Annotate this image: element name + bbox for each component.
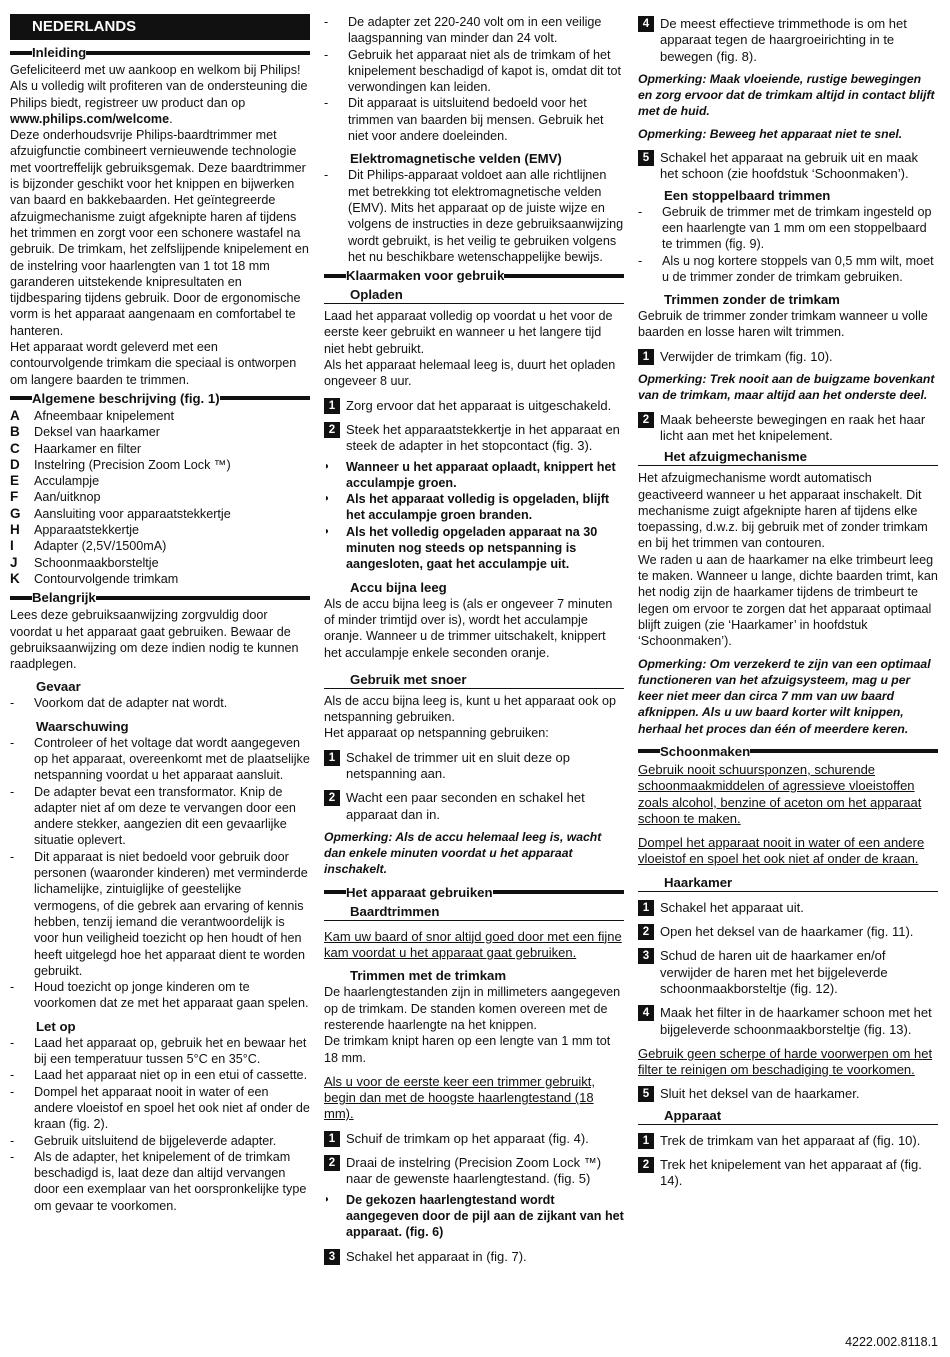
philips-url[interactable]: www.philips.com/welcome <box>10 111 170 126</box>
section-header-belangrijk: Belangrijk <box>10 589 310 606</box>
opladen-paragraph: Laad het apparaat volledig op voordat u het voor de eerste keer gebruikt en wanneer u het langere tijd niet hebt gebruikt. <box>324 309 613 356</box>
subheader-haarkamer: Haarkamer <box>638 874 938 892</box>
note-text: Opmerking: Als de accu helemaal leeg is, wacht dan enkele minuten voordat u het apparaat inschakelt. <box>324 829 602 877</box>
subheader-gebruik-met-snoer: Gebruik met snoer <box>324 671 624 689</box>
warning-underlined: Kam uw baard of snor altijd goed door met een fijne kam voordat u het apparaat gaat gebruiken. <box>324 928 622 961</box>
list-item: I Adapter (2,5V/1500mA) <box>10 538 167 554</box>
warning-underlined: Gebruik nooit schuursponzen, schurende schoonmaakmiddelen of agressieve vloeistoffen zoals alcohol, benzine of aceton om het apparaat schoon te maken. <box>638 761 922 826</box>
list-item: J Schoonmaakborsteltje <box>10 554 159 570</box>
intro-paragraph: Gefeliciteerd met uw aankoop en welkom bij Philips! Als u volledig wilt profiteren van de ondersteuning die Philips biedt, registreer uw product dan op www.philips.com/welcome. <box>10 63 308 126</box>
step-item: 3 Schud de haren uit de haarkamer en/of verwijder de haren met het bijgeleverde schoonmaakborsteltje (fig. 12). <box>638 948 938 997</box>
warning-underlined: Dompel het apparaat nooit in water of een andere vloeistof en spoel het ook niet af onder de kraan. <box>638 835 925 867</box>
list-item: F Aan/uitknop <box>10 489 101 505</box>
afzuig-paragraph-2: We raden u aan de haarkamer na elke trimbeurt leeg te maken. Wanneer u lange, dichte baarden trimt, kan het nodig zijn de haarkamer tijdens de trimbeurt te legen om ervoor te zorgen dat het apparaat optimaal blijft zuigen (zie ‘Haarkamer’ in hoofdstuk ‘Schoonmaken’). <box>638 552 938 649</box>
warning-underlined: Als u voor de eerste keer een trimmer gebruikt, begin dan met de hoogste haarlengtestand (18 mm). <box>324 1073 595 1122</box>
step-item: 2 Trek het knipelement van het apparaat af (fig. 14). <box>638 1157 938 1190</box>
step-item: 2 Steek het apparaatstekkertje in het apparaat en steek de adapter in het stopcontact (fig. 3). <box>324 422 624 455</box>
subheader-trimmen-met-trimkam: Trimmen met de trimkam <box>350 968 507 984</box>
subheader-opladen: Opladen <box>324 286 624 304</box>
step-item: 2 Maak beheerste bewegingen en raak het haar licht aan met het knipelement. <box>638 412 938 445</box>
section-header-klaarmaken: Klaarmaken voor gebruik <box>324 267 624 284</box>
subheader-emv: Elektromagnetische velden (EMV) <box>350 151 562 167</box>
intro-paragraph-3: Het apparaat wordt geleverd met een contourvolgende trimkam die speciaal is ontworpen om langere baarden te trimmen. <box>10 340 297 387</box>
snoer-paragraph: Als de accu bijna leeg is, kunt u het apparaat ook op netspanning gebruiken. <box>324 693 616 725</box>
step-item: 1 Schakel de trimmer uit en sluit deze op netspanning aan. <box>324 750 624 783</box>
note-text: Opmerking: Maak vloeiende, rustige bewegingen en zorg ervoor dat de trimkam altijd in contact blijft met de huid. <box>638 71 935 119</box>
list-item: - De adapter zet 220-240 volt om in een veilige laagspanning van minder dan 24 volt. <box>324 15 602 46</box>
list-item: - Laad het apparaat niet op in een etui of cassette. <box>10 1068 308 1083</box>
intro-paragraph-2: Deze onderhoudsvrije Philips-baardtrimmer met afzuigfunctie combineert vernieuwende technologie met voortreffelijk gebruiksgemak. Deze baardtrimmer is bijzonder geschikt voor het knippen en bijwerken van baard en bakkebaarden. Het geïntegreerde afzuigmechanisme zuigt afgeknipte haren af tijdens het trimmen en zorgt voor een schonere wastafel na gebruik. De trimkam, het zelfslijpende knipelement en de instelring voor haarlengten van 1 tot 18 mm garanderen uitstekende knipresultaten en tijdbesparing tijdens gebruik. Door de ergonomische vorm is het apparaat aangenaam en comfortabel te hanteren. <box>10 128 309 338</box>
note-text: Opmerking: Trek nooit aan de buigzame bovenkant van de trimkam, maar altijd aan het onderste deel. <box>638 372 935 403</box>
step-item: 2 Open het deksel van de haarkamer (fig. 11). <box>638 924 938 940</box>
belangrijk-paragraph: Lees deze gebruiksaanwijzing zorgvuldig door voordat u het apparaat gaat gebruiken. Bewaar de gebruiksaanwijzing om deze indien nodig te kunnen raadplegen. <box>10 608 299 672</box>
list-item: K Contourvolgende trimkam <box>10 570 179 586</box>
snoer-paragraph-2: Het apparaat op netspanning gebruiken: <box>324 726 549 741</box>
list-item: E Acculampje <box>10 473 100 489</box>
list-item: ◗ De gekozen haarlengtestand wordt aangegeven door de pijl aan de zijkant van het apparaat. (fig. 6) <box>324 1192 624 1240</box>
step-item: 2 Wacht een paar seconden en schakel het apparaat dan in. <box>324 790 624 823</box>
section-header-algemene-beschrijving: Algemene beschrijving (fig. 1) <box>10 390 310 407</box>
step-item: 2 Draai de instelring (Precision Zoom Lock ™) naar de gewenste haarlengtestand. (fig. 5) <box>324 1155 624 1188</box>
list-item: - Dompel het apparaat nooit in water of een andere vloeistof en spoel het ook niet af onder de kraan (fig. 2). <box>10 1084 310 1132</box>
step-item: 4 Maak het filter in de haarkamer schoon met het bijgeleverde schoonmaakborsteltje (fig. 13). <box>638 1005 938 1038</box>
list-item: - Gebruik het apparaat niet als de trimkam of het knipelement beschadigd of kapot is, omdat dit tot verwondingen kan leiden. <box>324 47 622 95</box>
list-item: C Haarkamer en filter <box>10 440 142 456</box>
section-header-het-apparaat-gebruiken: Het apparaat gebruiken <box>324 884 624 901</box>
list-item: - Gebruik de trimmer met de trimkam ingesteld op een haarlengte van 1 mm om een stoppelbaard te trimmen (fig. 9). <box>638 204 932 252</box>
list-item: G Aansluiting voor apparaatstekkertje <box>10 505 231 521</box>
warning-underlined: Gebruik geen scherpe of harde voorwerpen om het filter te reinigen om beschadiging te voorkomen. <box>638 1045 933 1078</box>
subheader-afzuigmechanisme: Het afzuigmechanisme <box>638 448 938 466</box>
note-text: Opmerking: Om verzekerd te zijn van een optimaal functioneren van het afzuigsysteem, mag u per keer niet meer dan circa 7 mm van uw baard afknippen. Als u uw baard korter wilt knippen, herhaal het proces dan één of meerdere keren. <box>638 656 931 736</box>
step-item: 3 Schakel het apparaat in (fig. 7). <box>324 1249 624 1265</box>
language-header: NEDERLANDS <box>10 14 310 40</box>
subheader-waarschuwing: Waarschuwing <box>36 718 129 734</box>
list-item: - Als de adapter, het knipelement of de trimkam beschadigd is, laat deze dan altijd vervangen door een exemplaar van het oorspronkelijke type om gevaar te voorkomen. <box>10 1149 307 1213</box>
step-item: 1 Verwijder de trimkam (fig. 10). <box>638 349 938 365</box>
list-item: ◗ Als het apparaat volledig is opgeladen, blijft het acculampje groen branden. <box>324 492 610 523</box>
column-3 <box>638 14 938 1194</box>
subheader-stoppelbaard: Een stoppelbaard trimmen <box>664 187 831 203</box>
step-item: 1 Schakel het apparaat uit. <box>638 900 938 916</box>
list-item: B Deksel van haarkamer <box>10 424 160 440</box>
document-code: 4222.002.8118.1 <box>845 1335 938 1349</box>
list-item: - Houd toezicht op jonge kinderen om te voorkomen dat ze met het apparaat gaan spelen. <box>10 980 309 1011</box>
step-item: 1 Schuif de trimkam op het apparaat (fig. 4). <box>324 1131 624 1147</box>
list-item: ◗ Als het volledig opgeladen apparaat na 30 minuten nog steeds op netspanning is aangesloten, gaat het acculampje uit. <box>324 524 598 572</box>
column-1 <box>10 14 310 1214</box>
list-item: - Dit Philips-apparaat voldoet aan alle richtlijnen met betrekking tot elektromagnetische velden (EMV). Mits het apparaat op de juiste wijze en volgens de instructies in deze gebruiksaanwijzing wordt gebruikt, is het veilig te gebruiken volgens het nu beschikbare wetenschappelijke bewijs. <box>324 168 624 264</box>
subheader-apparaat: Apparaat <box>638 1107 938 1125</box>
list-item: - De adapter bevat een transformator. Knip de adapter niet af om deze te vervangen door een andere stekker, aangezien dit een gevaarlijke situatie oplevert. <box>10 784 296 848</box>
trimkam-paragraph: De haarlengtestanden zijn in millimeters aangegeven op de trimkam. De standen komen overeen met de resterende haarlengte na het knippen. <box>324 985 621 1032</box>
list-item: ◗ Wanneer u het apparaat oplaadt, knippert het acculampje groen. <box>324 459 616 490</box>
note-text: Opmerking: Beweeg het apparaat niet te snel. <box>638 126 903 141</box>
list-item: - Controleer of het voltage dat wordt aangegeven op het apparaat, overeenkomt met de plaatselijke netspanning voordat u het apparaat aansluit. <box>10 735 310 783</box>
list-item: A Afneembaar knipelement <box>10 407 175 423</box>
accu-paragraph: Als de accu bijna leeg is (als er ongeveer 7 minuten of minder trimtijd over is), wordt het acculampje oranje. Wanneer u de trimmer uitschakelt, knippert het acculampje enkele seconden oranje. <box>324 596 613 660</box>
afzuig-paragraph: Het afzuigmechanisme wordt automatisch geactiveerd wanneer u het apparaat inschakelt. Dit mechanisme zuigt afgeknipte haren af tijdens elke toepassing, d.w.z. bij gebruik met of zonder trimkam en bij het trimmen van contouren. <box>638 471 928 551</box>
step-item: 5 Schakel het apparaat na gebruik uit en maak het schoon (zie hoofdstuk ‘Schoonmaken’). <box>638 150 938 183</box>
opladen-paragraph-2: Als het apparaat helemaal leeg is, duurt het opladen ongeveer 8 uur. <box>324 358 616 389</box>
subheader-gevaar: Gevaar <box>36 679 81 695</box>
step-item: 5 Sluit het deksel van de haarkamer. <box>638 1086 938 1102</box>
list-item: - Voorkom dat de adapter nat wordt. <box>10 696 228 711</box>
subheader-baardtrimmen: Baardtrimmen <box>324 903 624 921</box>
step-item: 4 De meest effectieve trimmethode is om het apparaat tegen de haargroeirichting in te bewegen (fig. 8). <box>638 16 938 65</box>
step-item: 1 Zorg ervoor dat het apparaat is uitgeschakeld. <box>324 398 624 414</box>
list-item: H Apparaatstekkertje <box>10 522 140 538</box>
subheader-zonder-trimkam: Trimmen zonder de trimkam <box>664 292 840 308</box>
column-2 <box>324 14 624 1269</box>
parts-list <box>10 408 310 587</box>
list-item: - Dit apparaat is uitsluitend bedoeld voor het trimmen van baarden bij mensen. Gebruik het niet voor andere doeleinden. <box>324 96 604 144</box>
list-item: - Als u nog kortere stoppels van 0,5 mm wilt, moet u de trimmer zonder de trimkam gebruiken. <box>638 253 934 284</box>
list-item: - Gebruik uitsluitend de bijgeleverde adapter. <box>10 1133 277 1148</box>
subheader-accu-bijna-leeg: Accu bijna leeg <box>350 579 447 595</box>
subheader-let-op: Let op <box>36 1018 76 1034</box>
trimkam-paragraph-2: De trimkam knipt haren op een lengte van 1 mm tot 18 mm. <box>324 1034 611 1065</box>
section-header-schoonmaken: Schoonmaken <box>638 743 938 760</box>
list-item: - Dit apparaat is niet bedoeld voor gebruik door personen (waaronder kinderen) met verminderde lichamelijke, zintuiglijke of geestelijke vermogens, of die gebrek aan ervaring of kennis hebben, tenzij iemand die verantwoordelijk is voor hun veiligheid toezicht op hen houdt of hen heeft uitgelegd hoe het apparaat dient te worden gebruikt. <box>10 849 308 978</box>
list-item: - Laad het apparaat op, gebruik het en bewaar het bij een temperatuur tussen 5°C en 35°C. <box>10 1035 307 1067</box>
section-header-inleiding: Inleiding <box>10 44 310 61</box>
step-item: 1 Trek de trimkam van het apparaat af (fig. 10). <box>638 1133 938 1149</box>
zonder-paragraph: Gebruik de trimmer zonder trimkam wanneer u volle baarden en losse haren wilt trimmen. <box>638 309 928 340</box>
list-item: D Instelring (Precision Zoom Lock ™) <box>10 456 231 472</box>
